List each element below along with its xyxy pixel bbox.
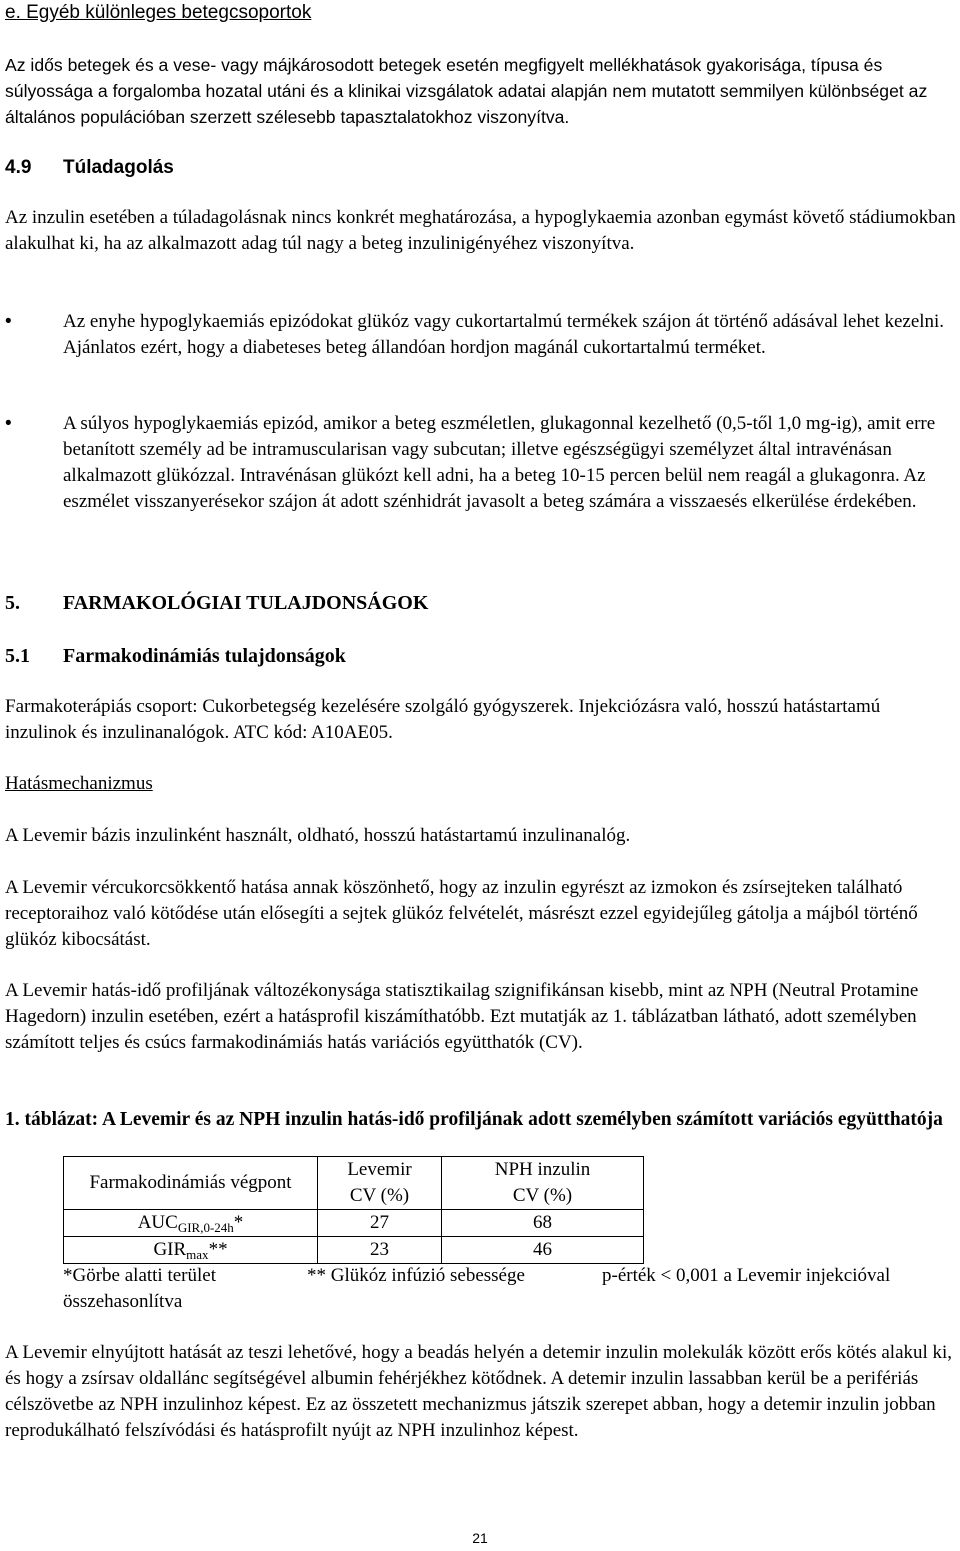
header-levemir: [318, 1157, 442, 1210]
table-row: [64, 1237, 644, 1264]
endpoint-subscript: GIR,0-24h: [177, 1220, 234, 1235]
section-4-9-title: Túladagolás: [63, 157, 174, 178]
section-e-heading: e. Egyéb különleges betegcsoportok: [5, 2, 312, 23]
section-4-9-heading: [5, 155, 174, 181]
basis-paragraph: A Levemir bázis inzulinként használt, oldható, hosszú hatástartamú inzulinanalóg.: [5, 825, 631, 846]
section-5-title: FARMAKOLÓGIAI TULAJDONSÁGOK: [63, 592, 429, 614]
endpoint-subscript: max: [186, 1247, 209, 1262]
variability-paragraph: A Levemir hatás-idő profiljának változékonysága statisztikailag szignifikánsan kisebb, mint az NPH (Neutral Protamine Hagedorn) inzulin esetében, ezért a hatásprofil kiszámíthatóbb. Ezt mutatják az 1. táblázatban látható, adott személyben számított teljes és csúcs farmakodinámiás hatás variációs együtthatók (CV).: [5, 980, 919, 1053]
endpoint-main: AUC: [137, 1212, 178, 1233]
footnote-p-value-continued: összehasonlítva: [63, 1291, 183, 1312]
pharmacodynamics-table: [63, 1156, 644, 1264]
prolonged-action-paragraph: A Levemir elnyújtott hatását az teszi lehetővé, hogy a beadás helyén a detemir inzulin molekulák között erős kötés alakul ki, és hogy a zsírsav oldallánc segítségével albumin fehérjékhez kötődnek. A detemir inzulin lassabban kerül be a perifériás célszövetbe az NPH inzulinhoz képest. Ez az összetett mechanizmus játszik szerepet abban, hogy a detemir inzulin jobban reprodukálható felszívódási és hatásprofilt nyújt az NPH inzulinhoz képest.: [5, 1342, 953, 1441]
section-5-1-number: 5.1: [5, 645, 30, 667]
cell-nph: 46: [442, 1237, 644, 1264]
header-levemir-line2: CV (%): [349, 1185, 410, 1206]
header-nph: [442, 1157, 644, 1210]
section-e-paragraph: Az idős betegek és a vese- vagy májkárosodott betegek esetén megfigyelt mellékhatások gyakorisága, típusa és súlyossága a forgalomba hozatal utáni és a klinikai vizsgálatok adatai alapján nem mutatott semmilyen különbséget az általános populációban szerzett szélesebb tapasztalatokhoz viszonyítva.: [5, 55, 928, 127]
table-row: [64, 1210, 644, 1237]
bullet-icon: •: [5, 311, 12, 332]
section-5-number: 5.: [5, 592, 20, 614]
footnote-p-value: p-érték < 0,001 a Levemir injekcióval: [602, 1265, 891, 1286]
section-4-9-number: 4.9: [5, 157, 32, 178]
section-5-1-title: Farmakodinámiás tulajdonságok: [63, 645, 346, 667]
endpoint-suffix: **: [208, 1239, 228, 1260]
footnote-auc: *Görbe alatti terület: [63, 1265, 216, 1286]
cell-nph: 68: [442, 1210, 644, 1237]
header-nph-line1: NPH inzulin: [494, 1159, 591, 1180]
header-nph-line2: CV (%): [512, 1185, 573, 1206]
cell-levemir: 27: [318, 1210, 442, 1237]
table-header-row: [64, 1157, 644, 1210]
cell-endpoint: [64, 1237, 318, 1264]
header-endpoint: Farmakodinámiás végpont: [64, 1157, 318, 1210]
page-number: 21: [472, 1530, 488, 1546]
bullet-text-severe: A súlyos hypoglykaemiás epizód, amikor a beteg eszméletlen, glukagonnal kezelhető (0,5-től 1,0 mg-ig), amit erre betanított személy ad be intramuscularisan vagy subcutan; illetve egészségügyi személyzet által intravénásan alkalmazott glükózzal. Intravénásan glükózt kell adni, ha a beteg 10-15 percen belül nem reagál a glukagonra. Az eszmélet visszanyerésekor szájon át adott szénhidrát javasolt a beteg számára a visszaesés elkerülése érdekében.: [63, 413, 936, 512]
mechanism-heading: Hatásmechanizmus: [5, 773, 153, 794]
pharmacotherapeutic-group-paragraph: Farmakoterápiás csoport: Cukorbetegség kezelésére szolgáló gyógyszerek. Injekciózásra való, hosszú hatástartamú inzulinok és inzulinanalógok. ATC kód: A10AE05.: [5, 696, 881, 743]
endpoint-main: GIR: [153, 1239, 187, 1260]
bullet-text-mild: Az enyhe hypoglykaemiás epizódokat glükóz vagy cukortartalmú termékek szájon át történő adásával lehet kezelni. Ajánlatos ezért, hogy a diabeteses beteg állandóan hordjon magánál cukortartalmú terméket.: [63, 311, 945, 358]
section-5-heading: [5, 590, 428, 616]
cell-levemir: 23: [318, 1237, 442, 1264]
table-title: 1. táblázat: A Levemir és az NPH inzulin hatás-idő profiljának adott személyben számított variációs együtthatója: [5, 1109, 943, 1130]
bullet-icon: •: [5, 413, 12, 434]
footnote-gir: ** Glükóz infúzió sebessége: [307, 1265, 525, 1286]
header-levemir-line1: Levemir: [347, 1159, 412, 1180]
section-5-1-heading: [5, 643, 346, 669]
cell-endpoint: [64, 1210, 318, 1237]
overdose-paragraph: Az inzulin esetében a túladagolásnak nincs konkrét meghatározása, a hypoglykaemia azonban egymást követő stádiumokban alakulhat ki, ha az alkalmazott adag túl nagy a beteg inzulinigényéhez viszonyítva.: [5, 207, 956, 254]
effect-paragraph: A Levemir vércukorcsökkentő hatása annak köszönhető, hogy az inzulin egyrészt az izmokon és zsírsejteken található receptoraihoz való kötődése után elősegíti a sejtek glükóz felvételét, másrészt ezzel egyidejűleg gátolja a májból történő glükóz kibocsátást.: [5, 877, 918, 950]
endpoint-suffix: *: [233, 1212, 244, 1233]
